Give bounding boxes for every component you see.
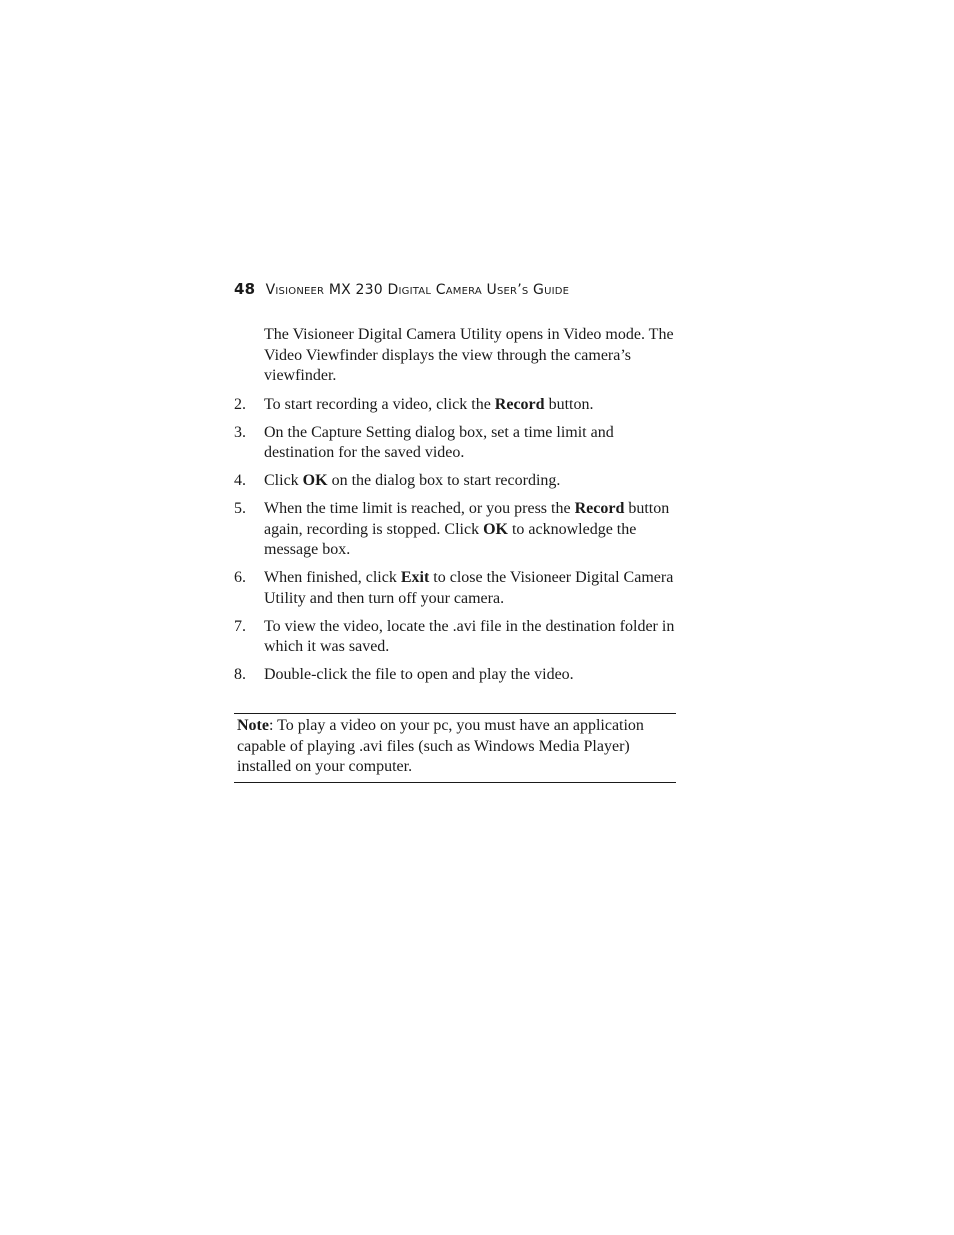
list-item-number: 3. — [234, 423, 246, 441]
bold-term: Record — [574, 500, 625, 517]
list-item — [234, 499, 676, 561]
list-item-text — [264, 665, 676, 686]
text-segment: Double-click the file to open and play the video. — [264, 666, 574, 683]
list-item — [234, 617, 676, 658]
note-label: Note — [237, 717, 269, 734]
list-item-number: 5. — [234, 500, 246, 517]
text-segment: Click — [264, 472, 303, 489]
text-segment: When finished, click — [264, 569, 401, 586]
note-box — [234, 713, 676, 783]
list-item-number: 8. — [234, 666, 246, 683]
bold-term: Record — [494, 395, 545, 413]
list-item-text — [264, 617, 676, 658]
list-item-text — [264, 395, 676, 416]
list-item-number: 2. — [234, 395, 246, 413]
list-item — [234, 665, 676, 686]
page-header — [234, 280, 569, 298]
list-item — [234, 471, 676, 492]
bold-term: Exit — [400, 569, 430, 586]
main-content — [234, 325, 676, 693]
text-segment: On the Capture Setting dialog box, set a time limit and destination for the saved video. — [264, 423, 614, 461]
page-number: 48 — [234, 280, 256, 298]
text-segment: on the dialog box to start recording. — [327, 472, 561, 489]
intro-paragraph: The Visioneer Digital Camera Utility opens in Video mode. The Video Viewfinder displays the view through the camera’s viewfinder. — [264, 326, 674, 384]
bold-term: OK — [483, 520, 508, 538]
list-item — [234, 568, 676, 609]
text-segment: When the time limit is reached, or you press the — [264, 500, 575, 517]
steps-list — [234, 395, 676, 686]
note-text: : To play a video on your pc, you must have an application capable of playing .avi files (such as Windows Media Player) installed on your computer. — [237, 717, 644, 775]
text-segment: To start recording a video, click the — [264, 395, 495, 413]
bold-term: OK — [302, 472, 328, 489]
list-item-number: 4. — [234, 472, 246, 489]
list-item-text — [264, 471, 676, 492]
list-item-number: 6. — [234, 569, 246, 586]
text-segment: button again, recording is stopped. Click — [264, 500, 670, 538]
list-item — [234, 423, 676, 464]
list-item — [234, 395, 676, 416]
text-segment: To view the video, locate the .avi file in the destination folder in which it was saved. — [264, 617, 675, 655]
running-title: Visioneer MX 230 Digital Camera User’s Guide — [265, 282, 570, 298]
text-segment: to close the Visioneer Digital Camera Utility and then turn off your camera. — [264, 569, 674, 607]
text-segment: to acknowledge the message box. — [264, 520, 637, 558]
text-segment: button. — [544, 395, 594, 413]
list-item-text — [264, 499, 676, 561]
list-item-text — [264, 423, 676, 464]
list-item-text — [264, 568, 676, 609]
list-item-number: 7. — [234, 617, 246, 635]
